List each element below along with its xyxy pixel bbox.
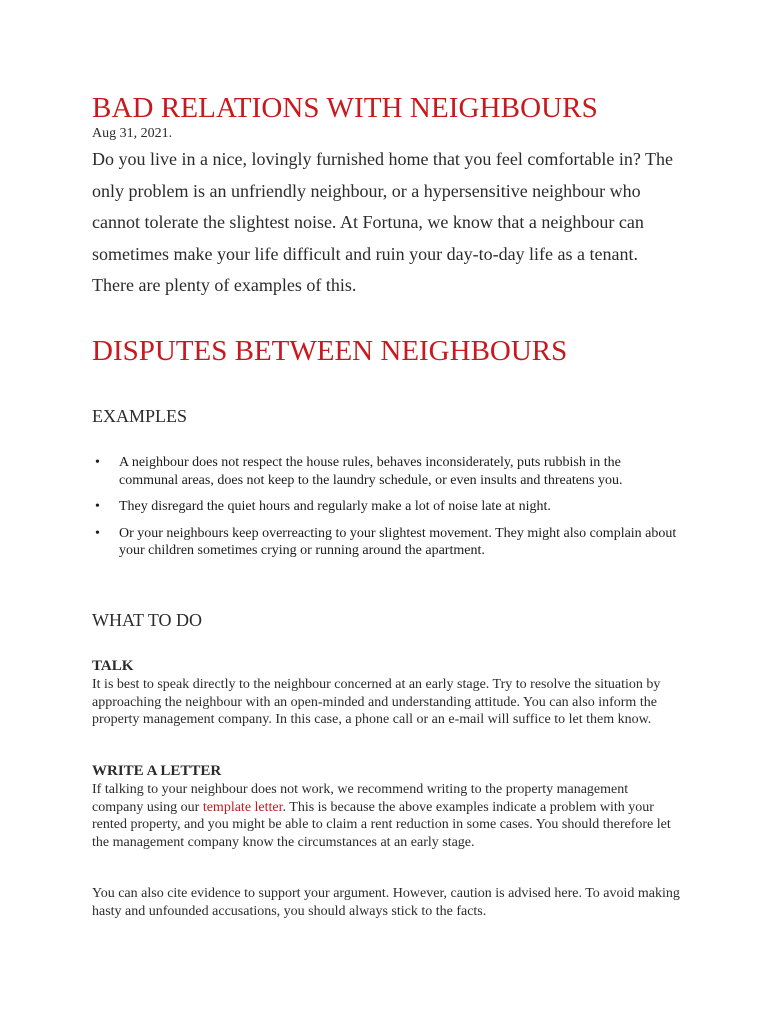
talk-heading: TALK: [92, 658, 134, 674]
list-item-text: Or your neighbours keep overreacting to your slightest movement. They might also complain about your children sometimes crying or running around the apartment.: [119, 525, 677, 558]
article-title: BAD RELATIONS WITH NEIGHBOURS: [92, 92, 598, 124]
letter-paragraph: [92, 781, 682, 851]
intro-paragraph: Do you live in a nice, lovingly furnished home that you feel comfortable in? The only problem is an unfriendly neighbour, or a hypersensitive neighbour who cannot tolerate the slightest noise. At Fortuna, we know that a neighbour can sometimes make your life difficult and ruin your day-to-day life as a tenant. There are plenty of examples of this.: [92, 149, 674, 296]
bullet-icon: •: [95, 499, 100, 514]
write-letter-heading: WRITE A LETTER: [92, 763, 222, 779]
examples-list: [92, 454, 682, 569]
talk-paragraph: It is best to speak directly to the neighbour concerned at an early stage. Try to resolve the situation by approaching the neighbour with an open-minded and understanding attitude. You can also inform the property management company. In this case, a phone call or an e-mail will suffice to let them know.: [92, 677, 661, 728]
letter-text-before-link: If talking to your neighbour does not work, we recommend writing to the property management company using our: [92, 782, 629, 815]
list-item-text: A neighbour does not respect the house rules, behaves inconsiderately, puts rubbish in the communal areas, does not keep to the laundry schedule, or even insults and threatens you.: [119, 455, 623, 488]
disputes-heading: DISPUTES BETWEEN NEIGHBOURS: [92, 334, 568, 367]
what-to-do-heading: WHAT TO DO: [92, 610, 203, 630]
evidence-paragraph: You can also cite evidence to support your argument. However, caution is advised here. To avoid making hasty and unfounded accusations, you should always stick to the facts.: [92, 886, 680, 919]
article-date: Aug 31, 2021.: [92, 126, 173, 141]
template-letter-link[interactable]: template letter: [202, 799, 283, 815]
bullet-icon: •: [95, 525, 100, 541]
list-item-text: They disregard the quiet hours and regularly make a lot of noise late at night.: [119, 499, 551, 514]
list-item: [92, 454, 682, 489]
letter-text-after-link: . This is because the above examples indicate a problem with your rented property, and you might be able to claim a rent reduction in some cases. You should therefore let the management company know the circumstances at an early stage.: [92, 799, 671, 850]
article-body: [92, 90, 682, 369]
bullet-icon: •: [95, 455, 100, 470]
examples-heading: EXAMPLES: [92, 406, 188, 426]
list-item: [92, 525, 682, 560]
list-item: [92, 498, 682, 516]
